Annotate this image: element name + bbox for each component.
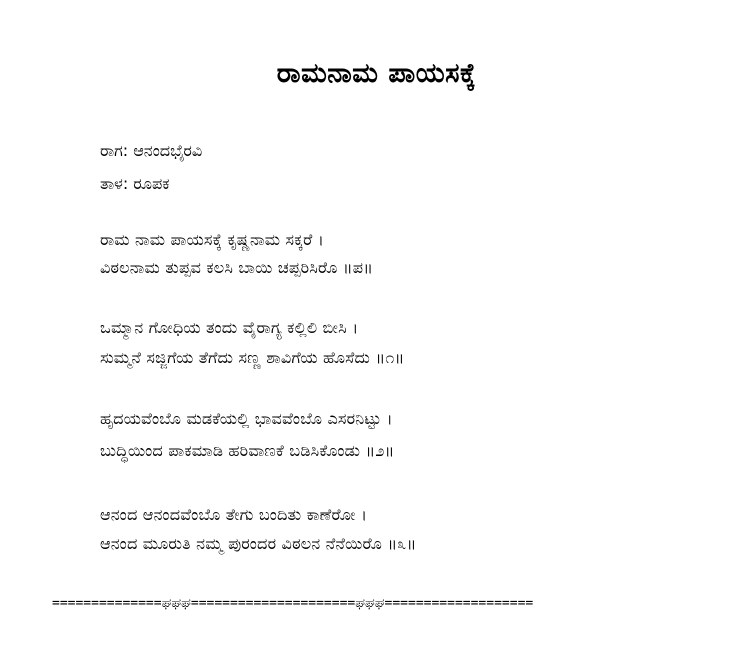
stanza-2-line-2: ಸುಮ್ಮನೆ ಸಜ್ಜಿಗೆಯ ತೆಗೆದು ಸಣ್ಣ ಶಾವಿಗೆಯ ಹೊಸೆದು ॥೧॥ [100,348,405,367]
stanza-3-line-2: ಬುದ್ಧಿಯಿಂದ ಪಾಕಮಾಡಿ ಹರಿವಾಣಕೆ ಬಡಿಸಿಕೊಂಡು ॥೨॥ [100,441,395,460]
footer-divider: ==============ಘಘಘ=====================ಘಘಘ=================== [52,596,534,611]
stanza-1-line-2: ವಿಠಲನಾಮ ತುಪ್ಪವ ಕಲಸಿ ಬಾಯಿ ಚಪ್ಪರಿಸಿರೊ ॥ಪ॥ [100,258,374,277]
stanza-4-line-1: ಆನಂದ ಆನಂದವೆಂಬೊ ತೇಗು ಬಂದಿತು ಕಾಣೆರೋ । [100,505,368,524]
stanza-4-line-2: ಆನಂದ ಮೂರುತಿ ನಮ್ಮ ಪುರಂದರ ವಿಠಲನ ನೆನೆಯಿರೊ ॥೩॥ [100,534,417,553]
raga-line: ರಾಗ: ಆನಂದಭೈರವಿ [100,141,203,160]
tala-line: ತಾಳ: ರೂಪಕ [100,174,170,193]
stanza-2-line-1: ಒಮ್ಮಾನ ಗೋಧಿಯ ತಂದು ವೈರಾಗ್ಯ ಕಲ್ಲಿಲಿ ಬೀಸಿ । [100,318,359,337]
stanza-1-line-1: ರಾಮ ನಾಮ ಪಾಯಸಕ್ಕೆ ಕೃಷ್ಣನಾಮ ಸಕ್ಕರೆ । [100,230,324,249]
stanza-3-line-1: ಹೃದಯವೆಂಬೊ ಮಡಕೆಯಲ್ಲಿ ಭಾವವೆಂಬೊ ಎಸರನಿಟ್ಟು । [100,409,393,428]
page-title: ರಾಮನಾಮ ಪಾಯಸಕ್ಕೆ [276,58,477,89]
